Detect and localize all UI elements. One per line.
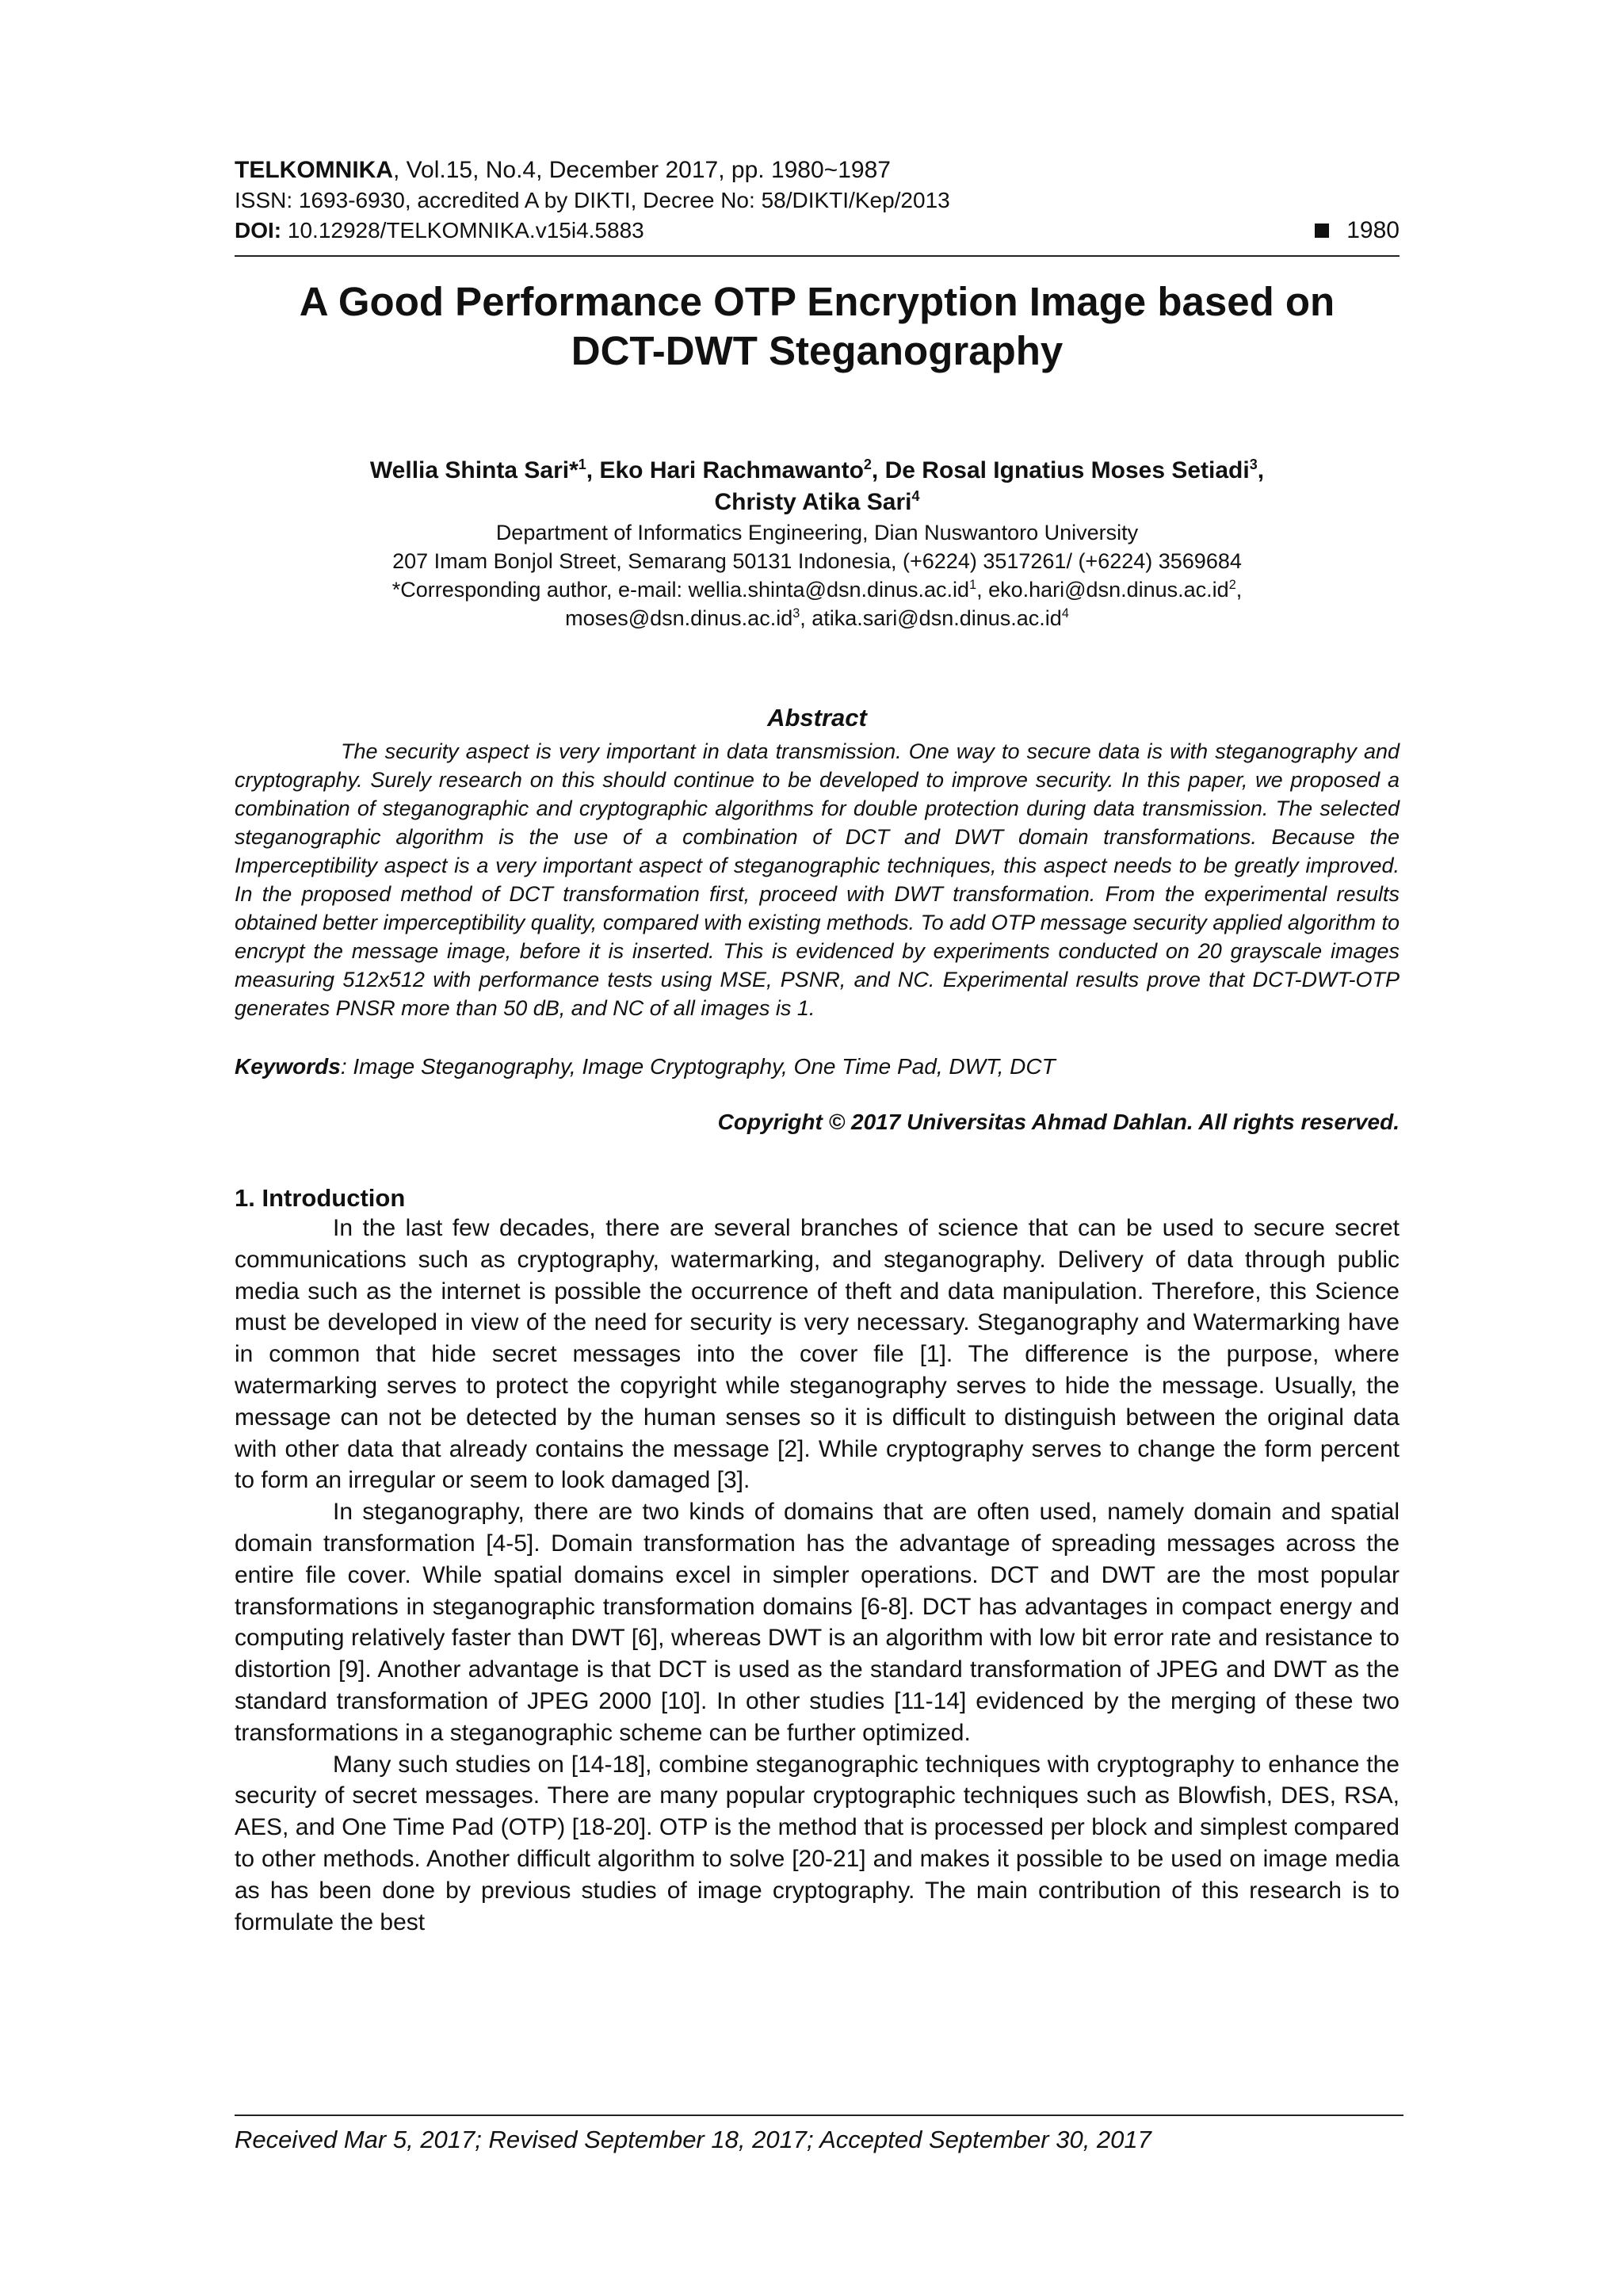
email-4-sup: 4 (1061, 606, 1069, 621)
affiliation-emails-1 (235, 575, 1400, 604)
affiliation-dept: Department of Informatics Engineering, Dian Nuswantoro University (495, 521, 1139, 544)
email-2-sup: 2 (1228, 578, 1236, 592)
title-line-1: A Good Performance OTP Encryption Image based on (299, 279, 1335, 324)
journal-name: TELKOMNIKA (235, 157, 393, 183)
email-3-sup: 3 (792, 606, 800, 621)
doi-value: 10.12928/TELKOMNIKA.v15i4.5883 (281, 218, 644, 243)
received-dates: Received Mar 5, 2017; Revised September 18, 2017; Accepted September 30, 2017 (235, 2126, 1151, 2153)
email-3: moses@dsn.dinus.ac.id (565, 606, 793, 630)
affiliation-emails-2 (235, 604, 1400, 632)
author-1: Wellia Shinta Sari* (369, 457, 579, 483)
author-4: Christy Atika Sari (714, 489, 912, 515)
doi-line (235, 216, 1400, 246)
journal-line (235, 155, 1400, 185)
affiliation (235, 518, 1400, 632)
keywords-text: : Image Steganography, Image Cryptography, One Time Pad, DWT, DCT (340, 1054, 1056, 1079)
keywords-label: Keywords (235, 1054, 341, 1079)
paper-page (235, 155, 1400, 1938)
author-line-2 (235, 487, 1400, 518)
affiliation-address: 207 Imam Bonjol Street, Semarang 50131 Indonesia, (+6224) 3517261/ (+6224) 3569684 (392, 549, 1242, 573)
email-2-comma: , (1235, 578, 1243, 602)
keywords (235, 1054, 1400, 1079)
journal-header (235, 155, 1400, 246)
title-line-2: DCT-DWT Steganography (571, 328, 1064, 373)
author-3-sup: 3 (1249, 457, 1258, 472)
email-2: , eko.hari@dsn.dinus.ac.id (976, 578, 1229, 602)
journal-volume: , Vol.15, No.4, December 2017, pp. 1980~1987 (392, 157, 891, 183)
author-4-sup: 4 (911, 488, 920, 504)
intro-paragraph-2: In steganography, there are two kinds of domains that are often used, namely domain and spatial domain transformation [4-5]. Domain transformation has the advantage of spreading messages across the entire file cover. While spatial domains excel in simpler operations. DCT and DWT are the most popular transformations in steganographic transformation domains [6-8]. DCT has advantages in compact energy and computing relatively faster than DWT [6], whereas DWT is an algorithm with low bit error rate and resistance to distortion [9]. Another advantage is that DCT is used as the standard transformation of JPEG and DWT as the standard transformation of JPEG 2000 [10]. In other studies [11-14] evidenced by the merging of these two transformations in a steganographic scheme can be further optimized. (235, 1499, 1400, 1746)
author-3: , De Rosal Ignatius Moses Setiadi (871, 457, 1250, 483)
paper-title (235, 277, 1400, 376)
issn-line: ISSN: 1693-6930, accredited A by DIKTI, Decree No: 58/DIKTI/Kep/2013 (235, 188, 950, 212)
section-heading-introduction: 1. Introduction (235, 1184, 406, 1212)
author-list (235, 455, 1400, 518)
intro-paragraph-3: Many such studies on [14-18], combine steganographic techniques with cryptography to enhance the security of secret messages. There are many popular cryptographic techniques such as Blowfish, DES, RSA, AES, and One Time Pad (OTP) [18-20]. OTP is the method that is processed per block and simplest compared to other methods. Another difficult algorithm to solve [20-21] and makes it possible to be used on image media as has been done by previous studies of image cryptography. The main contribution of this research is to formulate the best (235, 1751, 1400, 1935)
abstract-heading: Abstract (767, 704, 867, 732)
email-1: *Corresponding author, e-mail: wellia.shinta@dsn.dinus.ac.id (391, 578, 970, 602)
square-bullet-icon (1315, 223, 1329, 238)
page-footer (235, 2115, 1403, 2154)
author-2: , Eko Hari Rachmawanto (586, 457, 864, 483)
page-number-text: 1980 (1346, 217, 1400, 243)
author-3-comma: , (1257, 457, 1265, 483)
header-divider (235, 255, 1400, 257)
email-4: , atika.sari@dsn.dinus.ac.id (800, 606, 1062, 630)
doi-label: DOI: (235, 218, 282, 243)
author-2-sup: 2 (863, 457, 872, 472)
page-number (1315, 216, 1400, 246)
email-1-sup: 1 (969, 578, 977, 592)
footer-divider (235, 2115, 1403, 2116)
author-line-1 (235, 455, 1400, 487)
abstract-text: The security aspect is very important in data transmission. One way to secure data is with steganography and cryptography. Surely research on this should continue to be developed to improve security. In this paper, we proposed a combination of steganographic and cryptographic algorithms for double protection during data transmission. The selected steganographic algorithm is the use of a combination of DCT and DWT domain transformations. Because the Imperceptibility aspect is a very important aspect of steganographic techniques, this aspect needs to be greatly improved. In the proposed method of DCT transformation first, proceed with DWT transformation. From the experimental results obtained better imperceptibility quality, compared with existing methods. To add OTP message security applied algorithm to encrypt the message image, before it is inserted. This is evidenced by experiments conducted on 20 grayscale images measuring 512x512 with performance tests using MSE, PSNR, and NC. Experimental results prove that DCT-DWT-OTP generates PNSR more than 50 dB, and NC of all images is 1. (235, 739, 1400, 1020)
copyright-notice: Copyright © 2017 Universitas Ahmad Dahlan. All rights reserved. (717, 1110, 1400, 1134)
intro-paragraph-1: In the last few decades, there are several branches of science that can be used to secure secret communications such as cryptography, watermarking, and steganography. Delivery of data through public media such as the internet is possible the occurrence of theft and data manipulation. Therefore, this Science must be developed in view of the need for security is very necessary. Steganography and Watermarking have in common that hide secret messages into the cover file [1]. The difference is the purpose, where watermarking serves to protect the copyright while steganography serves to hide the message. Usually, the message can not be detected by the human senses so it is difficult to distinguish between the original data with other data that already contains the message [2]. While cryptography serves to change the form percent to form an irregular or seem to look damaged [3]. (235, 1215, 1400, 1494)
author-1-sup: 1 (578, 457, 586, 472)
